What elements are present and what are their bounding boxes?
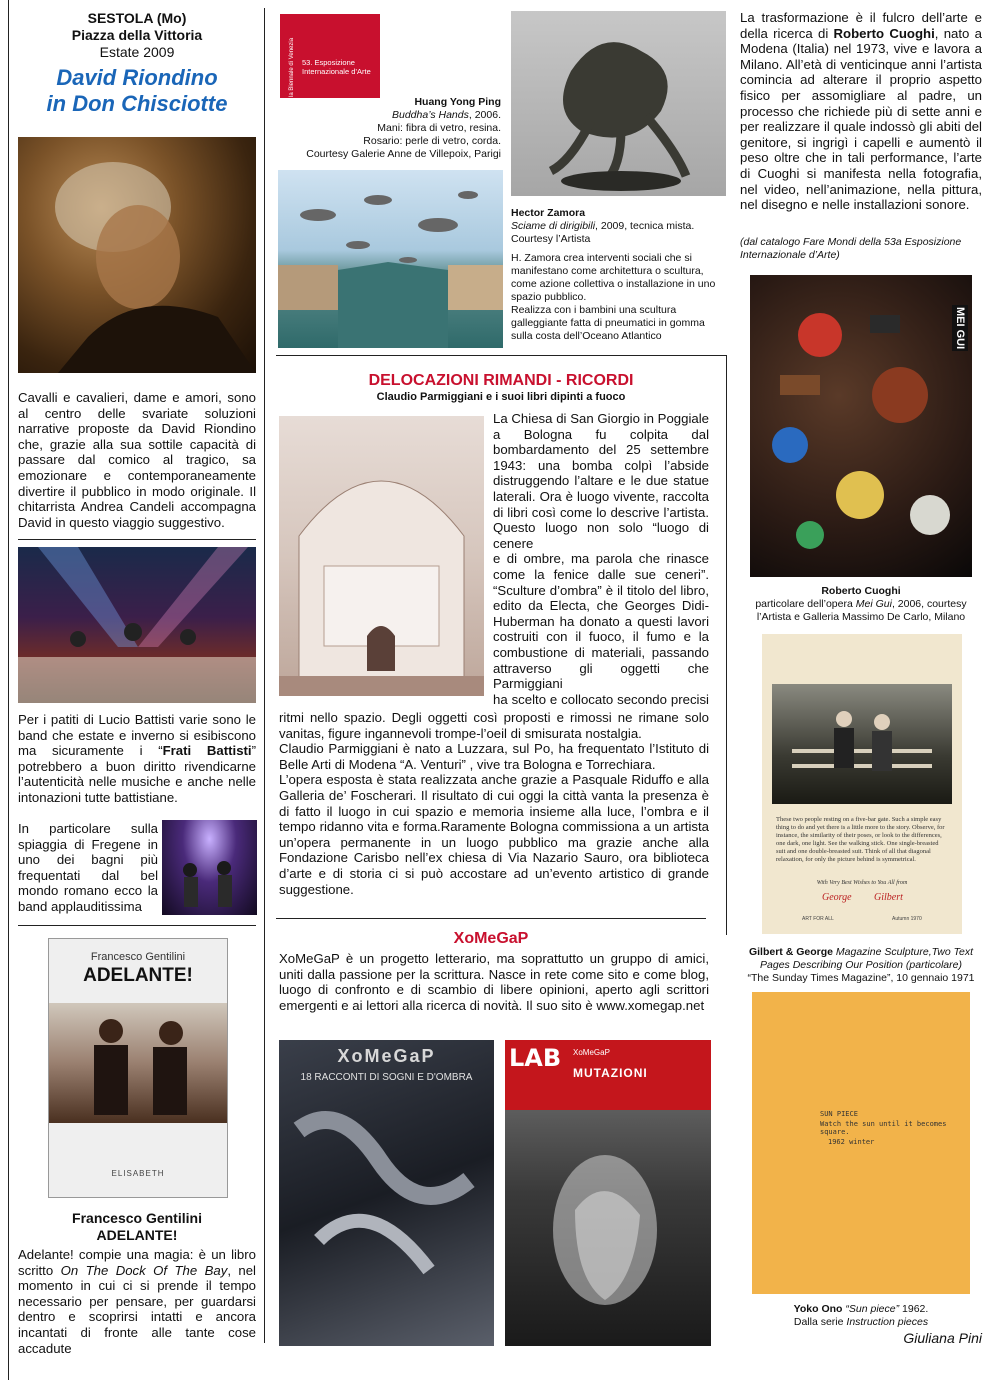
event-header [18,10,256,117]
adelante-text-b: , nel momento in cui ci si prende il tempo necessario per pensare, per guardarsi dentro e scoprirsi intatti e ancora incantati di fronte alle tante cose accadute [18,1262,256,1356]
catalog-note: (dal catalogo Fare Mondi della 53a Esposizione Internazionale d’Arte) [740,236,962,261]
deloc-line: di libri così come lo descrive l’artista. [493,504,709,520]
gg-photo [772,684,952,804]
biennale-logo [280,14,380,98]
deloc-line: a Bologna fu colpita dal [493,426,709,442]
ono-series-a: Dalla serie [793,1316,847,1328]
book-cover-author: Francesco Gentilini [90,951,186,963]
col1-divider-a [18,539,256,540]
biennale-logo-text: 53. Esposizione Internazionale d’Arte [302,58,371,76]
huang-work-line [276,109,501,122]
author-signature: Giuliana Pini [903,1330,982,1346]
cuoghi-caption [740,585,982,624]
book-cover-title: ADELANTE! [83,965,193,986]
gg-quote: These two people resting on a five-bar gate. Such a simple easy thing to do and yet there is a little more to the story. Observe, for instance, the similarity of their poses, or look to the differences, one dark, one light. See the walking stick. One single-breasted suit and one double-breasted suit. Think of all that diagonal relaxation, for only the picture behind is symmetrical. [776,816,945,863]
biennale-logo-side: la Biennale di Venezia [289,37,295,97]
xomegap-top-rule [276,918,706,919]
deloc-line: Huberman ha donato a questi lavori [493,613,709,629]
battisti-text-2: In particolare sulla spiaggia di Fregene in uno dei bagni più frequentati dal bel mondo romano ecco la band applauditissima [18,821,158,914]
ono-line1 [740,1303,982,1316]
adelante-text-italic: On The Dock Of The Bay [60,1262,228,1278]
deloc-line: distruggendo l’altare e le due statue [493,473,709,489]
column-divider-1 [264,8,265,1343]
zamora-name: Hector Zamora [511,207,586,219]
ono-name: Yoko Ono [793,1303,843,1315]
deloc-full-1: ritmi nello spazio. Degli oggetti così proposti e rimossi ne rimane solo vanitas, figure ingannevoli trompe-l’oeil di smisurata nostalgia. [279,710,709,741]
battisti-text-b: ” potrebbero a buon diritto rivendicarne l’autenticità nelle musiche e anche nelle intonazioni tutte battistiane. [18,743,256,805]
sun-piece-card [752,992,970,1294]
gg-foot-right: Autumn 1970 [892,916,922,922]
deloc-subtitle: Claudio Parmiggiani e i suoi libri dipinti a fuoco [376,391,626,403]
xomegap-text: XoMeGaP è un progetto letterario, ma soprattutto un gruppo di amici, uniti dalla passione per la scrittura. Nasce in rete come sito e come blog, luogo di confronto e di scambio di libere opinioni, aperto agli scrittori emergenti e ai lettori alla ricerca di novità. Il suo sito è www.xomegap.net [279,951,709,1013]
zamora-work: Sciame di dirigibili [511,220,596,232]
adelante-heading-author: Francesco Gentilini [72,1210,202,1226]
book-cover-image [49,1003,228,1123]
column-divider-2 [726,355,727,935]
huang-courtesy: Courtesy Galerie Anne de Villepoix, Parigi [306,148,501,160]
riondino-photo [18,137,256,373]
gg-cap-work: Magazine Sculpture,Two Text Pages Describing Our Position (particolare) [760,946,974,971]
battisti-text-bold: Frati Battisti [162,743,252,759]
book-cover-publisher: ELISABETH [111,1169,165,1178]
huang-work: Buddha’s Hands [392,109,469,121]
cuoghi-text [740,10,982,213]
cuoghi-cap-a: particolare dell’opera [755,598,856,610]
deloc-line: laterali. Ora è luogo vivente, raccolta [493,488,709,504]
zamora-caption [511,207,723,343]
mei-gui-label: MEI GUI [954,307,966,350]
deloc-narrow-text [493,411,709,707]
xomegap-cover-racconti [279,1040,494,1346]
adelante-text-a: Adelante! compie una magia: è un libro scritto [18,1247,256,1278]
deloc-line: edito da Electa, che Georges Didi- [493,598,709,614]
battisti-text [18,712,256,806]
deloc-line: come la fenice dalle sue ceneri”. [493,566,709,582]
gg-caption [740,946,982,985]
xomegap-title: XoMeGaP [453,930,529,947]
deloc-top-rule [276,355,726,356]
gg-sign: With Very Best Wishes to You All from [816,880,908,886]
mei-gui-photo [750,275,972,577]
adelante-book-cover [48,938,228,1198]
deloc-line: La Chiesa di San Giorgio in Poggiale [493,411,709,426]
cover2-lab: LAB [509,1044,562,1072]
left-border [8,0,9,1380]
cuoghi-text-a: La trasformazione è il fulcro dell’arte e della ricerca di [740,10,982,41]
ono-caption [740,1303,982,1329]
frati-battisti-concert-photo [18,547,256,703]
gg-sig-1: George [822,892,852,903]
huang-caption [276,96,501,161]
cover1-brand: XoMeGaP [337,1046,436,1066]
gilbert-george-page [762,634,962,934]
event-season: Estate 2009 [99,44,175,60]
deloc-header [276,372,726,404]
huang-materials-2: Rosario: perle di vetro, corda. [363,135,501,147]
deloc-full-3: L’opera esposta è stata realizzata anche grazie a Pasquale Riduffo e alla Galleria de’ Foscherari. Il risultato di cui oggi la città vanta la presenza è di fatto il luogo in cui spazio e memoria insieme alla luce, l’ombra e il tempo ridanno vita e forma.Raramente Bologna commissiona a un artista un’opera permanente in un luogo pubblico ma grazie anche alla Fondazione Carisbo nell’ex chiesa di Via Nazario Sauro, ora biblioteca d’arte e di storia ci si può accostare ad un’evento artistico di grande suggestione. [279,772,709,897]
san-giorgio-church-photo [279,416,484,696]
event-title-line2: in Don Chisciotte [46,91,228,116]
battisti-text-a: Per i patiti di Lucio Battisti varie sono le band che estate e inverno si esibiscono ma sicuramente i “ [18,712,256,759]
deloc-line: ha scelto e collocato secondo precisi [493,691,709,707]
col1-divider-b [18,925,256,926]
ono-series-i: Instruction pieces [846,1316,929,1328]
huang-name: Huang Yong Ping [414,96,501,108]
zamora-desc: H. Zamora crea interventi sociali che si manifestano come architettura o scultura, come azione collettiva o installazione in uno spazio pubblico. [511,252,716,303]
riondino-text: Cavalli e cavalieri, dame e amori, sono al centro delle svariate soluzioni narrative proposte da David Riondino che, grazie alla sua sottile capacità di passare dal comico al tragico, sa emozionare e contemporaneamente divertire il pubblico in modo originale. Il chitarrista Andrea Candeli accompagna David in questo viaggio suggestivo. [18,390,256,530]
zamora-rest: , 2009, tecnica mista. Courtesy l’Artista [511,220,695,245]
huang-materials-1: Mani: fibra di vetro, resina. [377,122,501,134]
adelante-heading-title: ADELANTE! [96,1227,178,1243]
cuoghi-cap-name: Roberto Cuoghi [821,585,901,597]
event-title-line1: David Riondino [56,65,218,90]
deloc-line: Questo luogo non solo “luogo di cenere [493,520,709,551]
cuoghi-text-b: , nato a Modena (Italia) nel 1973, vive e lavora a Milano. All’età di venticinque anni l’artista comincia ad alterare il proprio aspetto fisico per assomigliare al padre, un processo che richiede più di sette anni e per realizzare il quale indossò gli abiti del genitore, si ingrigì i capelli e aumentò il peso oltre che in tali performance, l’arte di Cuoghi si manifesta nella fotografia, nel video, nell’animazione, nella pittura, nel disegno e nelle installazioni sonore. [740,25,983,213]
buddhas-hands-photo [511,11,726,196]
cover1-title: 18 RACCONTI DI SOGNI E D'OMBRA [300,1072,473,1083]
gg-foot-left: ART FOR ALL [802,916,834,922]
cuoghi-cap-b: , 2006, courtesy l’Artista e Galleria Massimo De Carlo, Milano [756,598,967,623]
adelante-heading [18,1210,256,1244]
deloc-line: “Sculture d’ombra” è il titolo del libro, [493,582,709,598]
event-square: Piazza della Vittoria [71,27,203,43]
fregene-band-photo [162,820,257,915]
zamora-work-line [511,220,723,246]
deloc-title: DELOCAZIONI RIMANDI - RICORDI [368,372,634,389]
gg-cap-line3: “The Sunday Times Magazine”, 10 gennaio 1971 [747,972,975,984]
cuoghi-cap-line [740,598,982,624]
sun-piece-title: SUN PIECE [820,1110,858,1118]
sun-piece-line: Watch the sun until it becomes square. [820,1120,947,1136]
cuoghi-text-bold: Roberto Cuoghi [833,25,935,41]
ono-line2 [740,1316,982,1329]
ono-year: 1962. [899,1303,929,1315]
deloc-line: 1943: una bomba colpì l’abside [493,457,709,473]
cover2-title: MUTAZIONI [573,1066,648,1080]
cover2-brand: XoMeGaP [573,1048,610,1057]
gg-cap-name: Gilbert & George [748,946,833,958]
gg-sig-2: Gilbert [874,892,903,903]
deloc-line: bombardamento del 25 settembre [493,442,709,458]
zamora-venice-photo [278,170,503,348]
ono-work: “Sun piece” [845,1303,900,1315]
deloc-full-2: Claudio Parmiggiani è nato a Luzzara, sul Po, ha frequentato l’Istituto di Belle Arti di Modena “A. Venturi” , vive tra Bologna e Torrechiara. [279,741,709,772]
deloc-full-text [279,710,709,897]
sun-piece-date: 1962 winter [828,1138,875,1146]
huang-year: , 2006. [468,109,501,121]
event-place: SESTOLA (Mo) [87,10,187,26]
zamora-desc-2: Realizza con i bambini una scultura galleggiante fatta di pneumatici in gomma sulla costa dell’Oceano Atlantico [511,304,705,342]
cuoghi-cap-work: Mei Gui [855,598,892,610]
adelante-text [18,1247,256,1356]
deloc-line: combustione di materiali, passando [493,644,709,660]
deloc-line: e di ombre, ma parola che rinasce [493,551,709,567]
deloc-line: attraverso gli oggetti che Parmiggiani [493,660,709,692]
xomegap-cover-mutazioni [505,1040,711,1346]
deloc-line: costruiti con il fuoco, il fumo e la [493,629,709,645]
